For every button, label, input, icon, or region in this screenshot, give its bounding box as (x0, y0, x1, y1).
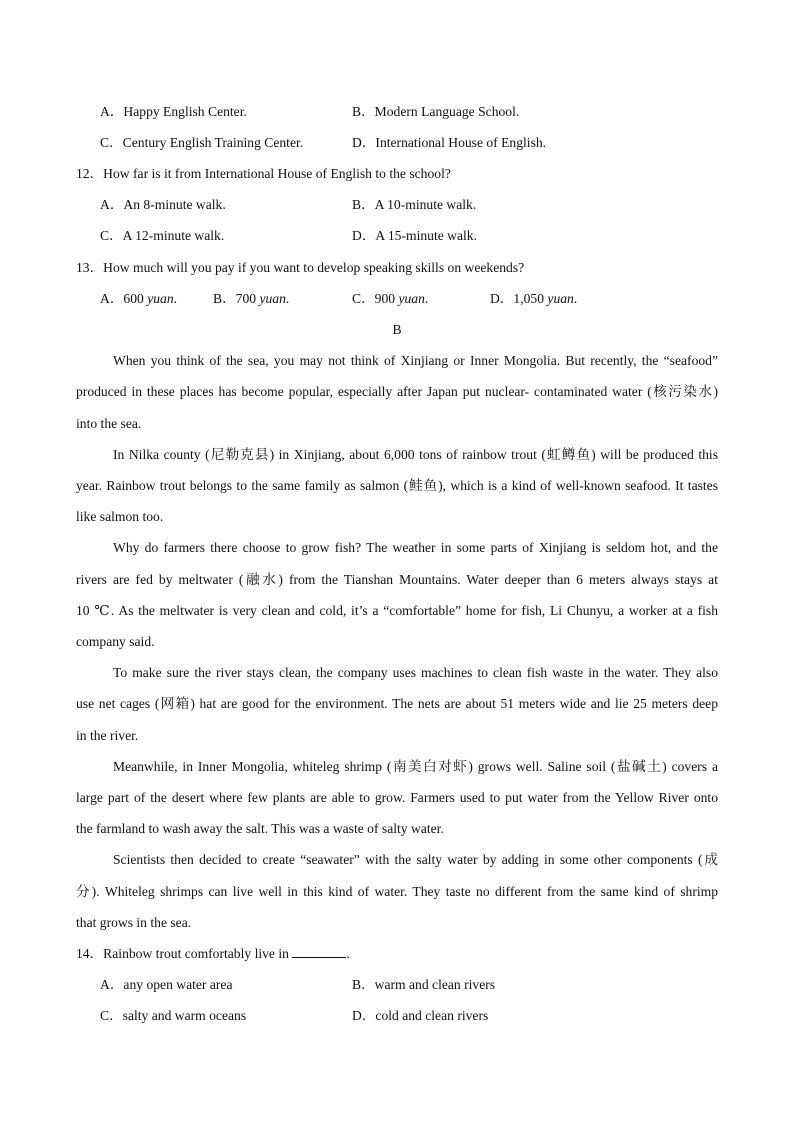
answer-blank (292, 945, 346, 958)
option-amount: 600 (123, 291, 144, 306)
option-unit: yuan (259, 291, 286, 306)
q13-stem: 13．How much will you pay if you want to develop speaking skills on weekends? (76, 260, 525, 275)
q12-stem: 12．How far is it from International House of English to the school? (76, 166, 451, 181)
q14-option-a (100, 976, 232, 994)
passage-line: year. Rainbow trout belongs to the same family as salmon (鲑鱼), which is a kind of well-known seafood. It tastes (76, 478, 718, 493)
q11-option-b (352, 103, 519, 121)
passage-line: company said. (76, 634, 155, 649)
passage-line: into the sea. (76, 416, 142, 431)
option-letter: D． (352, 228, 376, 243)
q12-option-a (100, 196, 226, 214)
q13-option-d (490, 290, 577, 308)
option-letter: A． (100, 291, 124, 306)
option-text: A 15-minute walk. (375, 228, 477, 243)
option-text: any open water area (123, 977, 233, 992)
option-letter: C． (100, 1008, 123, 1023)
passage-line: Scientists then decided to create “seawater” with the salty water by adding in some other components (成 (113, 852, 718, 867)
passage-line: Meanwhile, in Inner Mongolia, whiteleg shrimp (南美白对虾) grows well. Saline soil (盐碱土) covers a (113, 759, 718, 774)
option-unit: yuan (147, 291, 174, 306)
option-text: warm and clean rivers (374, 977, 496, 992)
q14-stem-end: . (346, 946, 350, 961)
q12-option-c (100, 227, 224, 245)
option-letter: B． (352, 104, 375, 119)
q14-stem-text: 14．Rainbow trout comfortably live in (76, 946, 289, 961)
option-end: . (573, 291, 578, 306)
option-letter: C． (100, 228, 123, 243)
q14-option-b (352, 976, 495, 994)
passage-line: produced in these places has become popular, especially after Japan put nuclear- contaminated water (核污染水) (76, 384, 718, 399)
option-letter: B． (352, 977, 375, 992)
option-letter: B． (352, 197, 375, 212)
option-text: A 10-minute walk. (374, 197, 477, 212)
passage-line: rivers are fed by meltwater (融水) from the Tianshan Mountains. Water deeper than 6 meters always stays at (76, 572, 718, 587)
passage-line: 10 ℃. As the meltwater is very clean and cold, it’s a “comfortable” home for fish, Li Chunyu, a worker at a fish (76, 603, 718, 618)
option-text: Happy English Center. (123, 104, 247, 119)
option-text: Modern Language School. (374, 104, 520, 119)
passage-line: To make sure the river stays clean, the company uses machines to clean fish waste in the water. They also (113, 665, 718, 680)
q13-option-b (213, 290, 289, 308)
passage-line: 分). Whiteleg shrimps can live well in this kind of water. They taste no different from the same kind of shrimp (76, 884, 718, 899)
option-end: . (173, 291, 178, 306)
option-letter: C． (352, 291, 375, 306)
passage-line: large part of the desert where few plants are able to grow. Farmers used to put water from the Yellow River onto (76, 790, 718, 805)
passage-line: that grows in the sea. (76, 915, 192, 930)
q12-option-b (352, 196, 476, 214)
q14-option-d (352, 1007, 488, 1025)
passage-line: the farmland to wash away the salt. This was a waste of salty water. (76, 821, 444, 836)
option-letter: A． (100, 977, 124, 992)
option-letter: A． (100, 197, 124, 212)
q11-option-a (100, 103, 247, 121)
passage-line: like salmon too. (76, 509, 164, 524)
q14-option-c (100, 1007, 246, 1025)
option-unit: yuan (398, 291, 425, 306)
option-amount: 1,050 (513, 291, 545, 306)
option-letter: A． (100, 104, 124, 119)
q13-option-a (100, 290, 177, 308)
option-letter: D． (490, 291, 514, 306)
option-text: An 8-minute walk. (123, 197, 226, 212)
passage-line: in the river. (76, 728, 139, 743)
section-label: B (392, 322, 402, 337)
q14-stem (76, 945, 350, 963)
option-amount: 700 (235, 291, 257, 306)
option-text: International House of English. (375, 135, 547, 150)
option-text: cold and clean rivers (375, 1008, 489, 1023)
option-end: . (285, 291, 290, 306)
option-amount: 900 (374, 291, 396, 306)
option-text: Century English Training Center. (122, 135, 304, 150)
option-letter: C． (100, 135, 123, 150)
option-text: A 12-minute walk. (122, 228, 225, 243)
q13-option-c (352, 290, 428, 308)
q11-option-d (352, 134, 546, 152)
passage-line: use net cages (网箱) hat are good for the environment. The nets are about 51 meters wide and lie 25 meters deep (76, 696, 718, 711)
option-letter: D． (352, 1008, 376, 1023)
option-end: . (424, 291, 429, 306)
q11-option-c (100, 134, 303, 152)
q12-option-d (352, 227, 477, 245)
passage-line: In Nilka county (尼勒克县) in Xinjiang, about 6,000 tons of rainbow trout (虹鳟鱼) will be produced this (113, 447, 718, 462)
option-text: salty and warm oceans (122, 1008, 247, 1023)
option-letter: D． (352, 135, 376, 150)
option-unit: yuan (547, 291, 574, 306)
passage-line: When you think of the sea, you may not think of Xinjiang or Inner Mongolia. But recently, the “seafood” (113, 353, 718, 368)
passage-line: Why do farmers there choose to grow fish? The weather in some parts of Xinjiang is seldom hot, and the (113, 540, 718, 555)
option-letter: B． (213, 291, 236, 306)
